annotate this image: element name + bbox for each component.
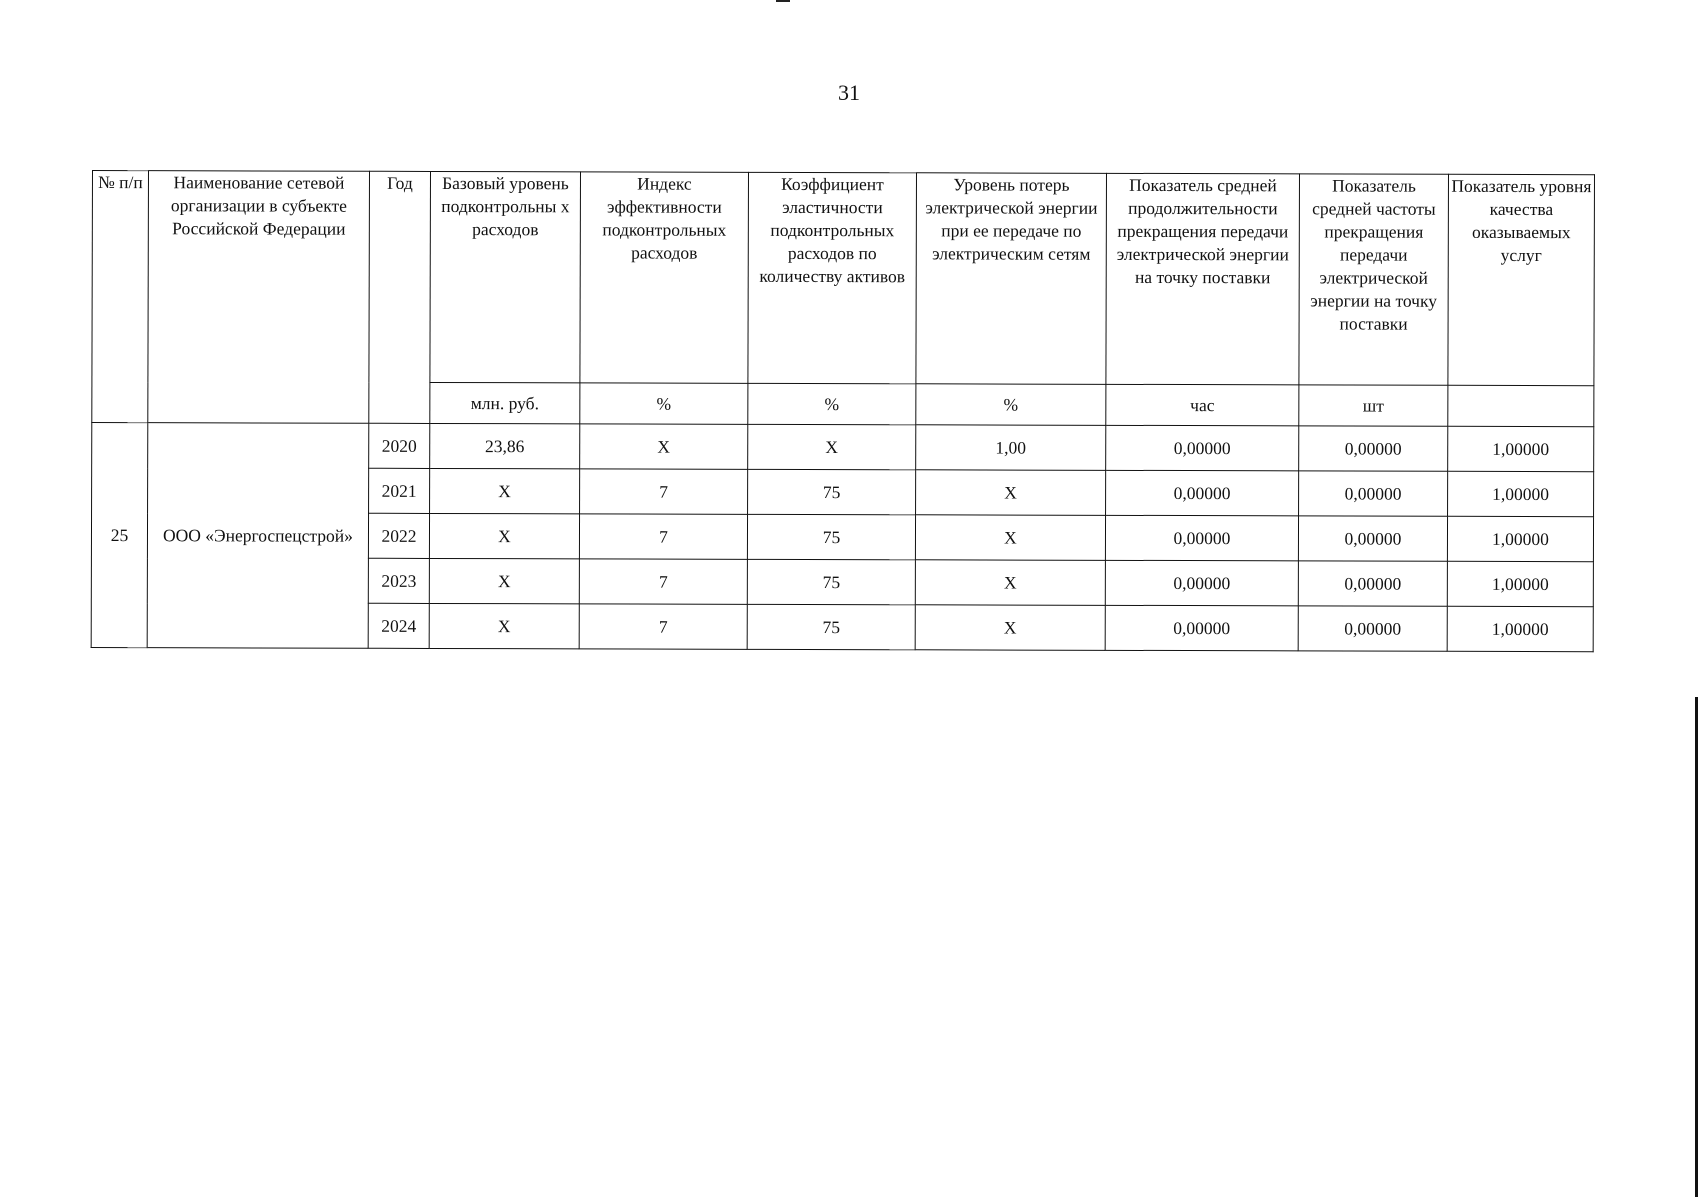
table-cell: 1,00000 (1448, 426, 1594, 471)
table-cell: 0,00000 (1298, 561, 1447, 606)
table-cell: 1,00000 (1447, 606, 1593, 651)
table-cell: X (429, 603, 579, 648)
table-cell: 75 (748, 469, 916, 514)
table-cell: 1,00000 (1448, 471, 1594, 516)
top-edge-mark (776, 0, 790, 2)
indicators-table (91, 170, 1595, 652)
table-cell: 0,00000 (1298, 606, 1447, 651)
header-number: № п/п (92, 171, 149, 423)
table-cell: 75 (747, 559, 915, 604)
table-cell: 0,00000 (1105, 515, 1298, 561)
row-number-cell: 25 (91, 423, 148, 648)
table-cell: 0,00000 (1105, 605, 1298, 651)
table-row (92, 423, 1594, 472)
unit-cell: % (916, 384, 1106, 426)
table-cell: X (429, 513, 579, 558)
table-cell: 75 (747, 514, 915, 559)
table-cell: 7 (579, 604, 747, 649)
year-cell: 2021 (369, 468, 430, 513)
page-number: 31 (838, 80, 860, 105)
unit-cell: % (580, 383, 748, 424)
header-avg-frequency: Показатель средней частоты прекращения передачи электрической энергии на точку поставки (1299, 174, 1449, 385)
header-quality-level: Показатель уровня качества оказываемых услуг (1448, 174, 1595, 385)
year-cell: 2022 (368, 513, 429, 558)
table-cell: X (915, 560, 1105, 606)
unit-cell (1448, 385, 1594, 426)
table-cell: 0,00000 (1105, 560, 1298, 606)
header-base-level: Базовый уровень подконтрольны х расходов (430, 171, 581, 382)
header-year: Год (369, 171, 431, 423)
header-elasticity-coefficient: Коэффициент эластичности подконтрольных расходов по количеству активов (748, 172, 917, 383)
table-cell: X (916, 470, 1106, 516)
table-cell: 0,00000 (1106, 470, 1299, 516)
table-cell: X (915, 515, 1105, 561)
header-organization: Наименование сетевой организации в субъекте Российской Федерации (148, 171, 370, 424)
table-cell: 0,00000 (1299, 471, 1448, 516)
organization-name-cell: ООО «Энергоспецстрой» (147, 423, 369, 649)
table-cell: 1,00000 (1447, 561, 1593, 606)
table-cell: X (915, 605, 1105, 651)
header-efficiency-index: Индекс эффективности подконтрольных расходов (580, 172, 749, 383)
table-cell: 0,00000 (1106, 425, 1299, 471)
table-cell: X (429, 558, 579, 603)
table-cell: X (430, 468, 580, 513)
table-cell: X (580, 424, 748, 469)
table-cell: 23,86 (430, 423, 580, 468)
table-cell: 7 (580, 469, 748, 514)
table-cell: 7 (579, 514, 747, 559)
year-cell: 2023 (368, 558, 429, 603)
header-row (92, 171, 1595, 386)
unit-cell: шт (1299, 385, 1448, 426)
table-cell: 7 (579, 559, 747, 604)
unit-cell: час (1106, 384, 1299, 426)
header-avg-duration: Показатель средней продолжительности прекращения передачи электрической энергии на точку поставки (1106, 173, 1300, 385)
unit-cell: % (748, 383, 916, 424)
table-cell: 0,00000 (1298, 516, 1447, 561)
unit-cell: млн. руб. (430, 382, 580, 423)
table-cell: 75 (747, 604, 915, 649)
table-cell: 1,00000 (1447, 516, 1593, 561)
table-cell: 0,00000 (1299, 426, 1448, 471)
table-cell: X (748, 424, 916, 469)
year-cell: 2024 (368, 603, 429, 648)
table-cell: 1,00 (916, 425, 1106, 471)
year-cell: 2020 (369, 423, 430, 468)
header-loss-level: Уровень потерь электрической энергии при ее передаче по электрическим сетям (916, 173, 1107, 385)
